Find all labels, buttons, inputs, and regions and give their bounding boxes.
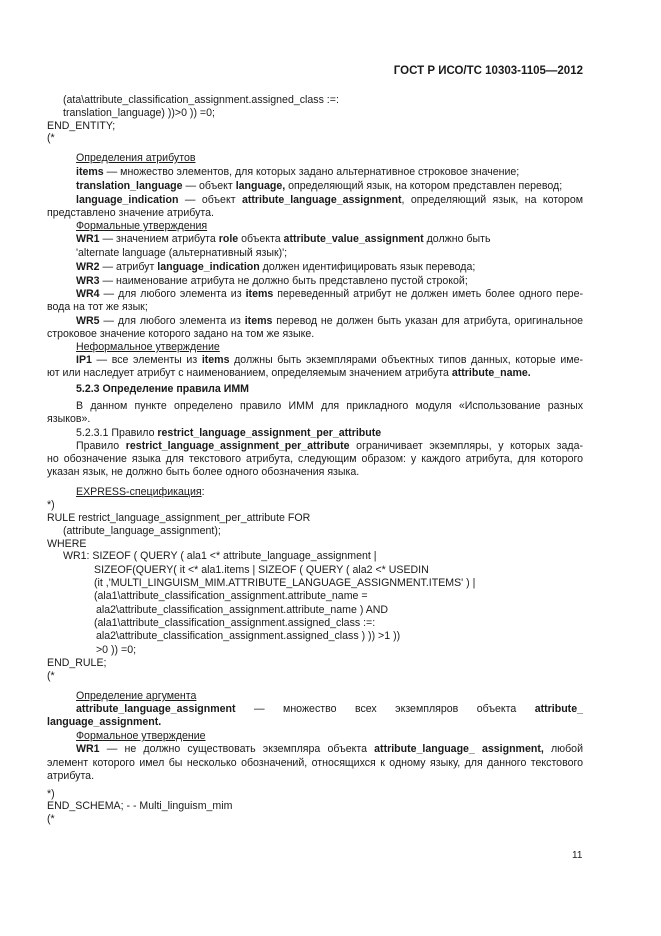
text-span: Правило — [76, 440, 126, 452]
text-line — [76, 703, 583, 716]
text-span: (* — [47, 132, 55, 144]
text-line — [76, 730, 206, 743]
text-line — [76, 427, 381, 440]
text-line — [76, 275, 468, 288]
text-span: должны быть экземплярами объектных типов данных, которые име- — [229, 354, 583, 366]
text-line — [76, 261, 475, 274]
section-heading: Неформальное утверждение — [76, 341, 220, 353]
section-heading: EXPRESS-спецификация — [76, 486, 202, 498]
text-span: — значением атрибута — [99, 233, 219, 245]
bold-term: translation_language — [76, 180, 183, 192]
document-header: ГОСТ Р ИСО/ТС 10303-1105—2012 — [393, 65, 583, 77]
text-span: RULE restrict_language_assignment_per_attribute FOR — [47, 512, 311, 524]
bold-term: language, — [235, 180, 286, 192]
text-span: WR1: SIZEOF ( QUERY ( ala1 <* attribute_language_assignment | — [63, 550, 377, 562]
text-span: строковое значение которого задано на том же языке. — [47, 328, 315, 340]
text-span: перевод не должен быть указан для атрибута, оригинальное — [272, 315, 583, 327]
text-span: атрибута. — [47, 770, 95, 782]
text-line — [96, 644, 136, 657]
text-span: — атрибут — [99, 261, 158, 273]
text-line — [76, 166, 519, 179]
text-span: — для любого элемента из — [99, 288, 246, 300]
text-line — [47, 800, 232, 813]
bold-term: language_indication — [157, 261, 260, 273]
text-line — [47, 813, 55, 826]
text-line — [76, 233, 490, 246]
text-span: вода на тот же язык; — [47, 301, 148, 313]
text-line — [76, 743, 583, 756]
text-line — [76, 288, 583, 301]
bold-term: attribute_language_assignment — [76, 703, 236, 715]
bold-term: items — [245, 288, 274, 300]
text-line — [94, 577, 475, 590]
text-line — [47, 466, 359, 479]
text-span: ala2\attribute_classification_assignment.attribute_name ) AND — [96, 604, 389, 616]
text-line — [47, 453, 583, 466]
section-heading: Формальные утверждения — [76, 220, 208, 232]
text-line — [94, 617, 375, 630]
text-line — [76, 690, 196, 703]
bold-term: WR3 — [76, 275, 100, 287]
text-span: языков». — [47, 413, 91, 425]
text-line — [76, 440, 583, 453]
text-span: END_RULE; — [47, 657, 107, 669]
text-span: (ala1\attribute_classification_assignment.attribute_name = — [94, 590, 368, 602]
bold-term: role — [218, 233, 239, 245]
bold-term: language_indication — [76, 194, 179, 206]
bold-term: IP1 — [76, 354, 92, 366]
page-number: 11 — [572, 850, 583, 861]
bold-term: WR5 — [76, 315, 100, 327]
text-line — [47, 132, 55, 145]
bold-term: 5.2.3 Определение правила ИММ — [76, 383, 249, 395]
text-span: — множество всех экземпляров объекта — [235, 703, 535, 715]
text-span: указан язык, не должно быть более одного обозначения языка. — [47, 466, 360, 478]
text-span: >0 )) =0; — [96, 644, 137, 656]
text-line — [96, 630, 400, 643]
text-span: — наименование атрибута не должно быть представлено пустой строкой; — [99, 275, 468, 287]
text-span: — объект — [182, 180, 236, 192]
text-span: (it ,'MULTI_LINGUISM_MIM.ATTRIBUTE_LANGUAGE_ASSIGNMENT.ITEMS' ) | — [94, 577, 476, 589]
text-span: *) — [47, 499, 55, 511]
text-span: должен идентифицировать язык перевода; — [259, 261, 476, 273]
text-line — [76, 341, 220, 354]
text-line — [76, 354, 583, 367]
text-line — [63, 525, 221, 538]
text-line — [76, 247, 287, 260]
text-span: — не должно существовать экземпляра объекта — [99, 743, 375, 755]
text-span: любой — [543, 743, 583, 755]
text-span: (ata\attribute_classification_assignment.assigned_class :=: — [63, 94, 339, 106]
text-line — [47, 716, 161, 729]
text-span: (* — [47, 670, 55, 682]
text-span: (attribute_language_assignment); — [63, 525, 221, 537]
text-line — [47, 512, 310, 525]
bold-term: attribute_language_ assignment, — [374, 743, 544, 755]
text-line — [76, 152, 195, 165]
bold-term: language_assignment. — [47, 716, 162, 728]
bold-term: items — [201, 354, 230, 366]
text-line — [76, 220, 207, 233]
text-span: должно быть — [423, 233, 491, 245]
section-heading: Формальное утверждение — [76, 730, 206, 742]
text-span: ют или наследует атрибут с наименованием, определяемым значением атрибута — [47, 367, 452, 379]
bold-term: restrict_language_assignment_per_attribute — [157, 427, 382, 439]
text-span: — объект — [178, 194, 242, 206]
text-line — [94, 564, 429, 577]
text-line — [76, 383, 249, 396]
text-line — [47, 328, 314, 341]
text-span: определяющий язык, на котором представлен перевод; — [285, 180, 563, 192]
text-line — [47, 670, 55, 683]
bold-term: items — [244, 315, 273, 327]
text-span: В данном пункте определено правило ИММ для прикладного модуля «Использование разных — [76, 400, 583, 412]
text-line — [96, 604, 388, 617]
bold-term: items — [76, 166, 104, 178]
text-line — [47, 367, 531, 380]
text-line — [47, 413, 90, 426]
bold-term: WR4 — [76, 288, 100, 300]
bold-term: attribute_language_assignment — [241, 194, 402, 206]
text-line — [63, 94, 339, 107]
text-line — [76, 180, 562, 193]
text-line — [63, 550, 377, 563]
text-line — [47, 770, 94, 783]
text-span: *) — [47, 788, 55, 800]
text-span: — для любого элемента из — [99, 315, 245, 327]
text-span: 5.2.3.1 Правило — [76, 427, 158, 439]
text-span: : — [201, 486, 205, 498]
text-span: ala2\attribute_classification_assignment.assigned_class ) )) >1 )) — [96, 630, 401, 642]
text-span: представлено значение атрибута. — [47, 207, 214, 219]
bold-term: attribute_ — [534, 703, 583, 715]
text-span: но обозначение языка для текстового атрибута, следующим образом: у каждого атрибута, для которого — [47, 453, 583, 465]
text-span: END_ENTITY; — [47, 120, 116, 132]
bold-term: restrict_language_assignment_per_attribute — [125, 440, 350, 452]
text-span: WHERE — [47, 538, 87, 550]
text-line — [76, 194, 583, 207]
text-line — [47, 657, 106, 670]
bold-term: WR2 — [76, 261, 100, 273]
text-line — [76, 486, 205, 499]
text-span: SIZEOF(QUERY( it <* ala1.items | SIZEOF ( QUERY ( ala2 <* USEDIN — [94, 564, 429, 576]
bold-term: WR1 — [76, 233, 100, 245]
text-span: (* — [47, 813, 55, 825]
text-line — [47, 120, 115, 133]
bold-term: WR1 — [76, 743, 100, 755]
section-heading: Определение аргумента — [76, 690, 197, 702]
text-line — [76, 315, 583, 328]
text-line — [47, 499, 55, 512]
text-line — [63, 107, 215, 120]
text-span: переведенный атрибут не должен иметь более одного пере- — [273, 288, 583, 300]
text-span: объекта — [238, 233, 284, 245]
text-line — [76, 400, 583, 413]
text-span: translation_language) ))>0 )) =0; — [63, 107, 215, 119]
bold-term: attribute_value_assignment — [283, 233, 424, 245]
text-span: END_SCHEMA; - - Multi_linguism_mim — [47, 800, 233, 812]
text-line — [47, 301, 148, 314]
text-span: — все элементы из — [91, 354, 202, 366]
text-span: (ala1\attribute_classification_assignment.assigned_class :=: — [94, 617, 376, 629]
text-line — [47, 757, 583, 770]
text-span: 'alternate language (альтернативный язык)'; — [76, 247, 288, 259]
text-span: — множество элементов, для которых задано альтернативное строковое значение; — [103, 166, 520, 178]
text-span: ограничивает экземпляры, у которых зада- — [349, 440, 583, 452]
section-heading: Определения атрибутов — [76, 152, 196, 164]
text-span: , определяющий язык, на котором — [401, 194, 583, 206]
text-span: элемент которого имел бы несколько обозначений, относящихся к одному языку, для данного текстового — [47, 757, 583, 769]
bold-term: attribute_name. — [451, 367, 531, 379]
text-line — [94, 590, 368, 603]
text-line — [47, 207, 214, 220]
